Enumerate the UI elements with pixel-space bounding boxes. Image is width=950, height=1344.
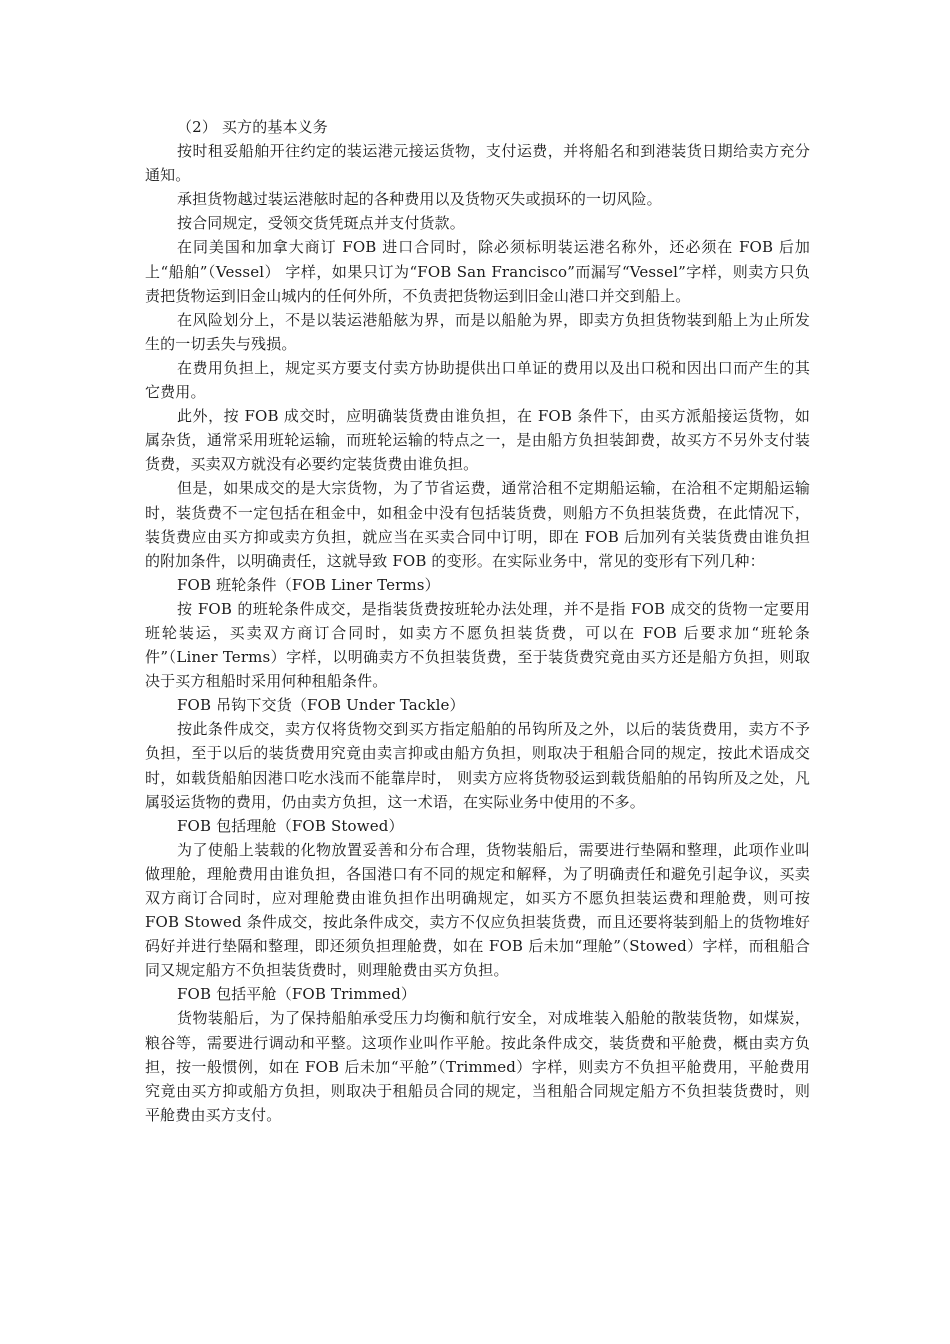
paragraph: 承担货物越过装运港舷时起的各种费用以及货物灭失或损环的一切风险。 (177, 190, 662, 209)
paragraph: 在费用负担上，规定买方要支付卖方协助提供出口单证的费用以及出口税和因出口而产生的其它费用。 (145, 358, 810, 402)
paragraph: 货物装船后，为了保持船舶承受压力均衡和航行安全，对成堆装入船舱的散装货物，如煤炭，粮谷等，需要进行调动和平整。这项作业叫作平舱。按此条件成交，装货费和平舱费，概由卖方负担，按一般惯例，如在 FOB 后未加“平舱”（Trimmed）字样，则卖方不负担平舱费用，平舱费用究竟由买方抑或船方负担，则取决于租船员合同的规定，当租船合同规定船方不负担装货费时，则平舱费由买方支付。 (145, 1009, 810, 1124)
paragraph: 按 FOB 的班轮条件成交，是指装货费按班轮办法处理，并不是指 FOB 成交的货物一定要用班轮装运，买卖双方商订合同时，如卖方不愿负担装货费，可以在 FOB 后要求加“班轮条件”（Liner Terms）字样，以明确卖方不负担装货费，至于装货费究竟由买方还是船方负担，则取决于买方租船时采用何种租船条件。 (145, 599, 810, 691)
paragraph: 但是，如果成交的是大宗货物，为了节省运费，通常洽租不定期船运输，在洽租不定期船运输时，装货费不一定包括在租金中，如租金中没有包括装货费，则船方不负担装货费，在此情况下，装货费应由买方抑或卖方负担，就应当在买卖合同中订明，即在 FOB 后加列有关装货费由谁负担的附加条件，以明确责任，这就导致 FOB 的变形。在实际业务中，常见的变形有下列几种： (145, 479, 810, 570)
document-body (145, 115, 810, 1127)
paragraph: 按合同规定，受领交货凭斑点并支付货款。 (177, 214, 465, 233)
paragraph: 此外，按 FOB 成交时，应明确装货费由谁负担，在 FOB 条件下，由买方派船接运货物，如属杂货，通常采用班轮运输，而班轮运输的特点之一，是由船方负担装卸费，故买方不另外支付装货费，买卖双方就没有必要约定装货费由谁负担。 (145, 407, 810, 474)
section-heading: （2） 买方的基本义务 (177, 118, 328, 136)
subsection-heading: FOB 班轮条件（FOB Liner Terms） (177, 575, 440, 594)
paragraph: 在同美国和加拿大商订 FOB 进口合同时，除必须标明装运港名称外，还必须在 FOB 后加上“船舶”（Vessel） 字样，如果只订为“FOB San Francisco”而漏写“Vessel”字样，则卖方只负责把货物运到旧金山城内的任何外所，不负责把货物运到旧金山港口并交到船上。 (145, 238, 810, 305)
subsection-heading: FOB 包括平舱（FOB Trimmed） (177, 985, 417, 1004)
paragraph: 按此条件成交，卖方仅将货物交到买方指定船舶的吊钩所及之外，以后的装货费用，卖方不予负担，至于以后的装货费用究竟由卖言抑或由船方负担，则取决于租船合同的规定，按此术语成交时，如载货船舶因港口吃水浅而不能靠岸时， 则卖方应将货物驳运到载货船舶的吊钩所及之处，凡属驳运货物的费用，仍由卖方负担，这一术语，在实际业务中使用的不多。 (145, 720, 810, 811)
subsection-heading: FOB 包括理舱（FOB Stowed） (177, 816, 404, 835)
paragraph: 在风险划分上，不是以装运港船舷为界，而是以船舱为界，即卖方负担货物装到船上为止所发生的一切丢失与残损。 (145, 310, 810, 353)
paragraph: 按时租妥船舶开往约定的装运港元接运货物，支付运费，并将船名和到港装货日期给卖方充分通知。 (145, 142, 810, 185)
paragraph: 为了使船上装载的化物放置妥善和分布合理，货物装船后，需要进行垫隔和整理，此项作业叫做理舱，理舱费用由谁负担，各国港口有不同的规定和解释，为了明确责任和避免引起争议，买卖双方商订合同时，应对理舱费由谁负担作出明确规定，如买方不愿负担装运费和理舱费，则可按 FOB Stowed 条件成交，按此条件成交，卖方不仅应负担装货费，而且还要将装到船上的货物堆好码好并进行垫隔和整理，即还须负担理舱费，如在 FOB 后未加“理舱”（Stowed）字样，而租船合同又规定船方不负担装货费时，则理舱费由买方负担。 (145, 840, 810, 980)
subsection-heading: FOB 吊钩下交货（FOB Under Tackle） (177, 696, 465, 715)
